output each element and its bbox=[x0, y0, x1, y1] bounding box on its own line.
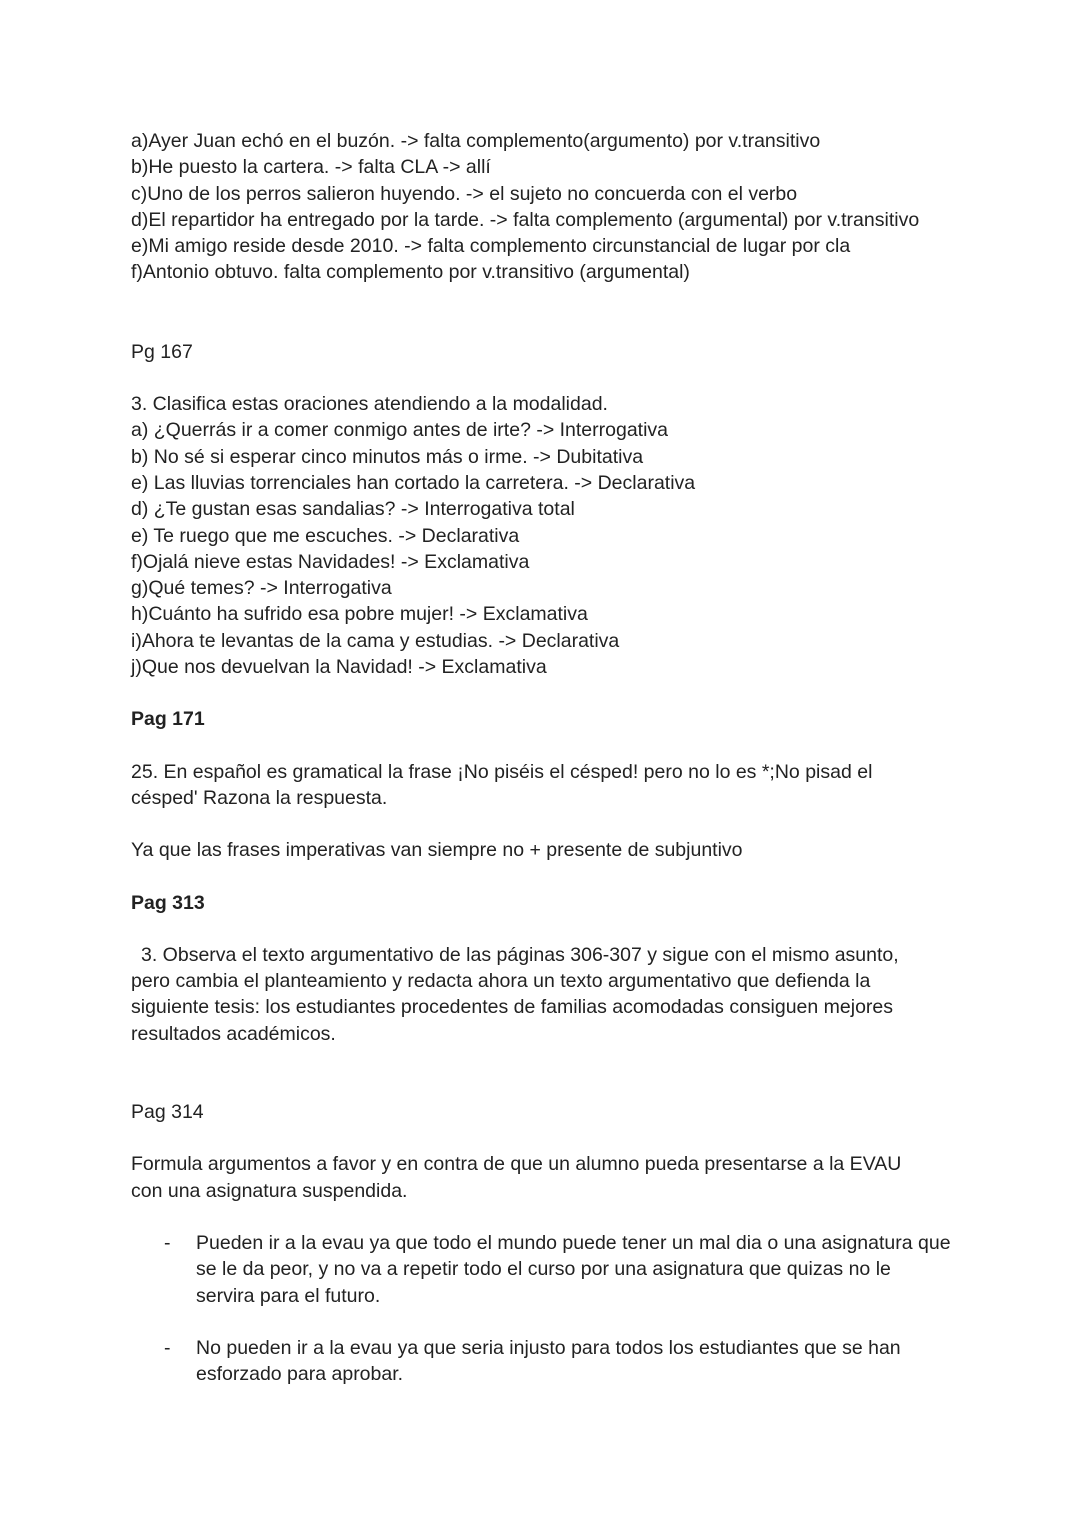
answer-line-d: d)El repartidor ha entregado por la tarde. -> falta complemento (argumental) por v.transitivo bbox=[131, 208, 920, 231]
modalidad-line-h: h)Cuánto ha sufrido esa pobre mujer! -> Exclamativa bbox=[131, 603, 588, 626]
modalidad-line-f: f)Ojalá nieve estas Navidades! -> Exclamativa bbox=[131, 550, 530, 573]
section-pg-167 bbox=[131, 339, 971, 681]
document-page bbox=[131, 128, 971, 1387]
answer-line-a: a)Ayer Juan echó en el buzón. -> falta complemento(argumento) por v.transitivo bbox=[131, 130, 821, 152]
answer-line-b: b)He puesto la cartera. -> falta CLA -> allí bbox=[131, 156, 491, 179]
answer-line-f: f)Antonio obtuvo. falta complemento por v.transitivo (argumental) bbox=[131, 261, 690, 284]
page-heading-314: Pag 314 bbox=[131, 1101, 204, 1124]
modalidad-line-e: e) Te ruego que me escuches. -> Declarativa bbox=[131, 524, 520, 547]
bullet-a-favor bbox=[131, 1230, 951, 1309]
section-exercise-answers bbox=[131, 128, 971, 286]
section-pag-313 bbox=[131, 890, 971, 1047]
bullet-text: Pueden ir a la evau ya que todo el mundo puede tener un mal dia o una asignatura que se le da peor, y no va a repetir todo el curso por una asignatura que quizas no le servira para el futuro. bbox=[196, 1231, 951, 1307]
answer-line-c: c)Uno de los perros salieron huyendo. -> el sujeto no concuerda con el verbo bbox=[131, 182, 798, 205]
modalidad-line-c: e) Las lluvias torrenciales han cortado la carretera. -> Declarativa bbox=[131, 471, 696, 494]
section-pag-314 bbox=[131, 1099, 971, 1387]
section-pag-171 bbox=[131, 706, 971, 863]
answer-imperativo: Ya que las frases imperativas van siempre no + presente de subjuntivo bbox=[131, 839, 743, 862]
bullet-en-contra bbox=[131, 1335, 951, 1388]
modalidad-line-a: a) ¿Querrás ir a comer conmigo antes de irte? -> Interrogativa bbox=[131, 419, 669, 442]
modalidad-line-i: i)Ahora te levantas de la cama y estudias. -> Declarativa bbox=[131, 629, 620, 652]
page-heading-313: Pag 313 bbox=[131, 891, 205, 914]
question-imperativo: 25. En español es gramatical la frase ¡No piséis el césped! pero no lo es *;No pisad el césped' Razona la respuesta. bbox=[131, 760, 873, 809]
modalidad-line-g: g)Qué temes? -> Interrogativa bbox=[131, 577, 392, 600]
question-modalidad: 3. Clasifica estas oraciones atendiendo a la modalidad. bbox=[131, 393, 608, 416]
bullet-dash: - bbox=[164, 1336, 171, 1359]
modalidad-line-j: j)Que nos devuelvan la Navidad! -> Exclamativa bbox=[131, 656, 547, 679]
bullet-text: No pueden ir a la evau ya que seria injusto para todos los estudiantes que se han esforzado para aprobar. bbox=[196, 1336, 901, 1386]
question-evau: Formula argumentos a favor y en contra de que un alumno pueda presentarse a la EVAU con una asignatura suspendida. bbox=[131, 1153, 902, 1202]
modalidad-line-d: d) ¿Te gustan esas sandalias? -> Interrogativa total bbox=[131, 498, 575, 521]
answer-line-e: e)Mi amigo reside desde 2010. -> falta complemento circunstancial de lugar por cla bbox=[131, 235, 851, 258]
page-heading-167: Pg 167 bbox=[131, 340, 193, 363]
modalidad-line-b: b) No sé si esperar cinco minutos más o irme. -> Dubitativa bbox=[131, 445, 644, 468]
page-heading-171: Pag 171 bbox=[131, 708, 205, 731]
bullet-dash: - bbox=[164, 1231, 171, 1254]
question-texto-argumentativo: 3. Observa el texto argumentativo de las páginas 306-307 y sigue con el mismo asunto, pero cambia el planteamiento y redacta ahora un texto argumentativo que defienda la siguiente tesis: los estudiantes procedentes de familias acomodadas consiguen mejores resultados académicos. bbox=[131, 943, 899, 1045]
